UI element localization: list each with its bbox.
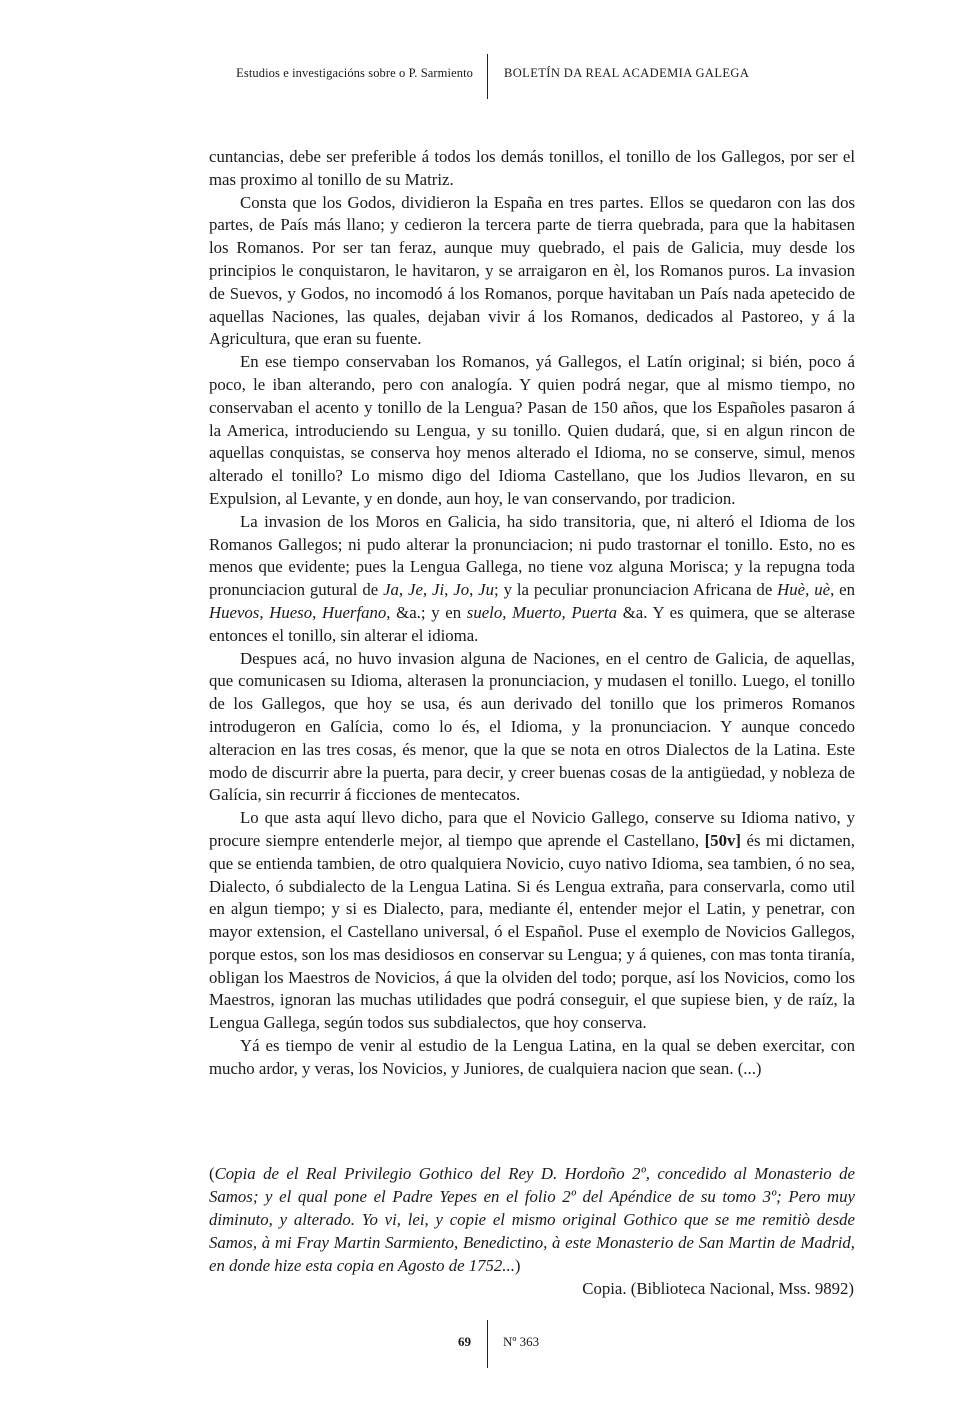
- folio-marker: [50v]: [704, 830, 741, 850]
- main-text: [209, 146, 855, 1081]
- citation-text: Copia de el Real Privilegio Gothico del Rey D. Hordoño 2º, concedido al Monasterio de Samos; y el qual pone el Padre Yepes en el folio 2º del Apéndice de su tomo 3º; Pero muy diminuto, y alterado. Yo vi, lei, y copie el mismo original Gothico que se me remitiò desde Samos, à mi Fray Martin Sarmiento, Benedictino, à este Monasterio de San Martin de Madrid, en donde hize esta copia en Agosto de 1752...: [209, 1164, 855, 1275]
- paragraph-2: Consta que los Godos, dividieron la España en tres partes. Ellos se quedaron con las dos partes, de País más llano; y cedieron la tercera parte de tierra quebrada, para que la habitasen los Romanos. Por ser tan feraz, aunque muy quebrado, el pais de Galicia, muy desde los principios le conquistaron, le havitaron, y se arraigaron en èl, los Romanos puros. La invasion de Suevos, y Godos, no incomodó á los Romanos, porque havitaban un País nada apetecido de aquellas Naciones, las quales, dejaban vivir á los Romanos, dedicados al Pastoreo, y á la Agricultura, que eran su fuente.: [209, 192, 855, 349]
- paragraph-4-text: &a. Y es quimera, que se alterase entonces el tonillo, sin alterar el idioma.: [209, 602, 855, 645]
- paragraph-4-italic: Huevos, Hueso, Huerfano,: [209, 602, 391, 622]
- header-divider: [487, 54, 488, 99]
- paragraph-4-italic: Huè, uè: [777, 580, 831, 600]
- paragraph-4-text: &a.; y en: [390, 602, 467, 622]
- issue-number: Nº 363: [503, 1334, 540, 1349]
- paragraph-7: Yá es tiempo de venir al estudio de la Lengua Latina, en la qual se deben exercitar, con mucho ardor, y veras, los Novicios, y Juniores, de cualquiera nacion que sean. (...): [209, 1036, 855, 1078]
- page-number: 69: [458, 1334, 471, 1349]
- citation-note: [209, 1162, 855, 1277]
- paragraph-4-text: , en: [830, 580, 856, 600]
- paragraph-3: En ese tiempo conservaban los Romanos, yá Gallegos, el Latín original; si bién, poco á poco, le iban alterando, pero con analogía. Y quien podrá negar, que al mismo tiempo, no conservaban el acento y tonillo de la Lengua? Pasan de 150 años, que los Españoles pasaron á la America, introduciendo su Lengua, y su tonillo. Quien dudará, que, si en algun rincon de aquellas conquistas, se conserva hoy menos alterado el Idioma, no se conserve, simul, menos alterado el tonillo? Lo mismo digo del Idioma Castellano, que los Judios llevaron, en su Expulsion, al Levante, y en donde, aun hoy, le van conservando, por tradicion.: [209, 352, 855, 508]
- paragraph-6: [209, 807, 855, 1035]
- citation-close-paren: ): [514, 1256, 521, 1275]
- running-header-left: Estudios e investigacións sobre o P. Sarmiento: [236, 66, 473, 80]
- paragraph-4-italic: suelo, Muerto, Puerta: [466, 602, 618, 622]
- paragraph-6-text: Lo que asta aquí llevo dicho, para que el Novicio Gallego, conserve su Idioma nativo, y procure siempre entenderle mejor, al tiempo que aprende el Castellano,: [209, 808, 855, 850]
- paragraph-5: Despues acá, no huvo invasion alguna de Naciones, en el centro de Galicia, de aquellas, que comunicasen su Idioma, alterasen la pronunciacion, y mudasen el tonillo. Luego, el tonillo de los Gallegos, que hoy se usa, és aun derivado del tonillo que los primeros Romanos introdugeron en Galícia, como lo és, el Idioma, y la pronunciacion. Y aunque concedo alteracion en las tres cosas, és menor, que la que se nota en otros Dialectos de la Latina. Este modo de discurrir abre la puerta, para decir, y creer buenas cosas de la antigüedad, y nobleza de Galícia, sin recurrir á ficciones de mentecatos.: [209, 648, 855, 805]
- paragraph-6-text: és mi dictamen, que se entienda tambien, de otro qualquiera Novicio, cuyo nativo Idioma, sea tambien, ó no sea, Dialecto, ó subdialecto de la Lengua Latina. Si és Lengua extraña, para conservarla, como util en algun tiempo; y si es Dialecto, para, mediante él, entender mejor el Latin, y penetrar, con mayor extension, el Castellano universal, ó el Español. Puse el exemplo de Novicios Gallegos, porque estos, son los mas desidiosos en conservar su Lengua; y á quienes, con mas tonta tiranía, obligan los Maestros de Novicios, á que la olviden del todo; porque, así los Novicios, como los Maestros, ignoran las muchas utilidades que podrá conseguir, el que supiese bien, y de raíz, la Lengua Gallega, según todos sus subdialectos, que hoy conserva.: [209, 830, 855, 1033]
- paragraph-1: cuntancias, debe ser preferible á todos los demás tonillos, el tonillo de los Gallegos, por ser el mas proximo al tonillo de su Matriz.: [209, 147, 855, 189]
- running-header-right: BOLETÍN DA REAL ACADEMIA GALEGA: [504, 66, 750, 80]
- citation-open-paren: (: [209, 1164, 215, 1183]
- paragraph-4-text: ; y la peculiar pronunciacion Africana de: [494, 580, 778, 600]
- paragraph-4: [209, 511, 855, 648]
- paragraph-4-text: La invasion de los Moros en Galicia, ha sido transitoria, que, ni alteró el Idioma de los Romanos Gallegos; ni pudo alterar la pronunciacion; ni pudo trastornar el tonillo. Esto, no es menos que evidente; pues la Lengua Gallega, no tiene voz alguna Morisca; y la repugna toda pronunciacion gutural de: [209, 511, 855, 600]
- footer-divider: [487, 1320, 488, 1368]
- citation-source: Copia. (Biblioteca Nacional, Mss. 9892): [582, 1279, 854, 1298]
- paragraph-4-italic: Ja, Je, Ji, Jo, Ju: [383, 580, 495, 600]
